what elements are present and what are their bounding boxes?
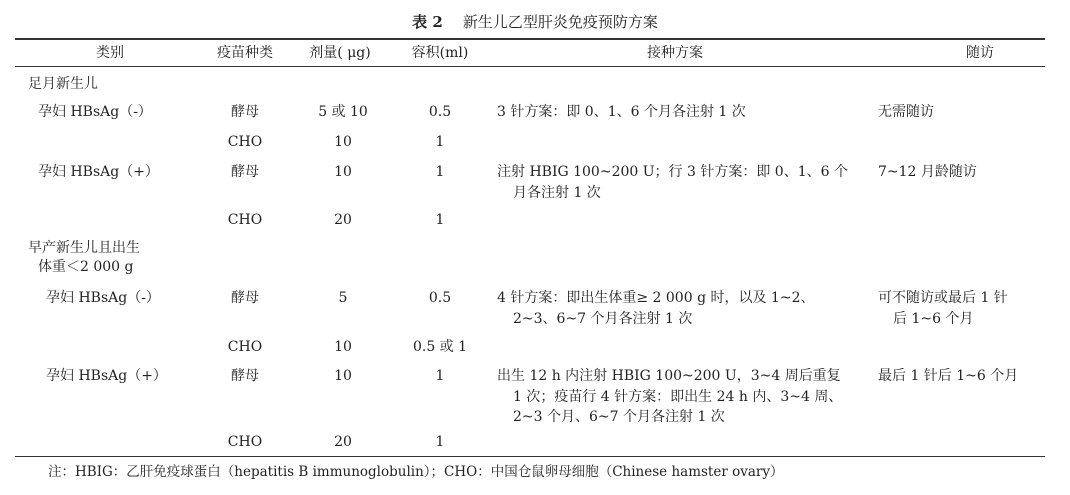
row-dose: 5 bbox=[338, 290, 348, 306]
row-vaccine: 酵母 bbox=[231, 104, 259, 120]
row-scheme-line: 4 针方案：即出生体重≥ 2 000 g 时，以及 1~2、 bbox=[497, 290, 815, 306]
footnote: 注：HBIG：乙肝免疫球蛋白（hepatitis B immunoglobulin）；CHO：中国仓鼠卵母细胞（Chinese hamster ovary） bbox=[48, 464, 784, 480]
row-scheme-line: 1 次；疫苗行 4 针方案：即出生 24 h 内、3~4 周、 bbox=[513, 388, 843, 405]
group-label: 早产新生儿且出生 bbox=[28, 240, 140, 256]
header-vaccine: 疫苗种类 bbox=[217, 45, 273, 61]
row-dose: 5 或 10 bbox=[318, 104, 368, 120]
table-title-text: 新生儿乙型肝炎免疫预防方案 bbox=[462, 13, 658, 31]
group-label: 足月新生儿 bbox=[28, 76, 98, 92]
row-dose: 10 bbox=[334, 164, 352, 180]
bottom-rule bbox=[15, 456, 1045, 457]
row-vaccine: CHO bbox=[227, 212, 263, 228]
row-scheme-line: 出生 12 h 内注射 HBIG 100~200 U，3~4 周后重复 bbox=[497, 368, 841, 384]
row-volume: 1 bbox=[435, 164, 445, 180]
row-followup-line: 可不随访或最后 1 针 bbox=[878, 290, 1008, 306]
row-category: 孕妇 HBsAg（-） bbox=[46, 290, 160, 306]
row-followup-line: 7~12 月龄随访 bbox=[878, 164, 977, 180]
row-scheme-line: 2~3 个月、6~7 个月各注射 1 次 bbox=[513, 409, 725, 425]
header-dose: 剂量( μg) bbox=[309, 45, 371, 61]
row-dose: 10 bbox=[334, 368, 352, 384]
row-vaccine: CHO bbox=[227, 339, 263, 355]
header-rule bbox=[15, 66, 1045, 67]
row-vaccine: CHO bbox=[227, 434, 263, 450]
row-volume: 1 bbox=[435, 368, 445, 384]
header-scheme: 接种方案 bbox=[647, 45, 703, 61]
row-volume: 1 bbox=[435, 212, 445, 228]
row-followup-line: 无需随访 bbox=[878, 104, 934, 120]
row-volume: 0.5 bbox=[428, 104, 452, 120]
table-number: 表 2 bbox=[412, 13, 443, 31]
row-vaccine: CHO bbox=[227, 134, 263, 150]
row-dose: 10 bbox=[334, 134, 352, 150]
row-volume: 0.5 或 1 bbox=[412, 339, 468, 355]
row-dose: 10 bbox=[334, 339, 352, 355]
row-category: 孕妇 HBsAg（+） bbox=[46, 368, 167, 384]
row-category: 孕妇 HBsAg（+） bbox=[38, 164, 159, 180]
row-vaccine: 酵母 bbox=[231, 290, 259, 306]
row-dose: 20 bbox=[334, 212, 352, 228]
top-rule bbox=[15, 38, 1045, 40]
row-volume: 0.5 bbox=[428, 290, 452, 306]
row-vaccine: 酵母 bbox=[231, 164, 259, 180]
row-volume: 1 bbox=[435, 134, 445, 150]
row-scheme-line: 2~3、6~7 个月各注射 1 次 bbox=[513, 310, 693, 327]
header-category: 类别 bbox=[96, 45, 124, 61]
row-scheme-line: 月各注射 1 次 bbox=[513, 184, 601, 201]
row-category: 孕妇 HBsAg（-） bbox=[38, 104, 152, 120]
row-followup-line: 后 1~6 个月 bbox=[893, 310, 974, 327]
group-label-cont: 体重＜2 000 g bbox=[38, 259, 134, 275]
table-title bbox=[412, 12, 658, 32]
row-scheme-line: 注射 HBIG 100~200 U；行 3 针方案：即 0、1、6 个 bbox=[497, 164, 848, 180]
row-volume: 1 bbox=[435, 434, 445, 450]
row-followup-line: 最后 1 针后 1~6 个月 bbox=[878, 368, 1019, 384]
header-followup: 随访 bbox=[966, 45, 994, 61]
row-dose: 20 bbox=[334, 434, 352, 450]
header-volume: 容积(ml) bbox=[411, 45, 469, 61]
row-scheme-line: 3 针方案：即 0、1、6 个月各注射 1 次 bbox=[497, 104, 746, 120]
row-vaccine: 酵母 bbox=[231, 368, 259, 384]
